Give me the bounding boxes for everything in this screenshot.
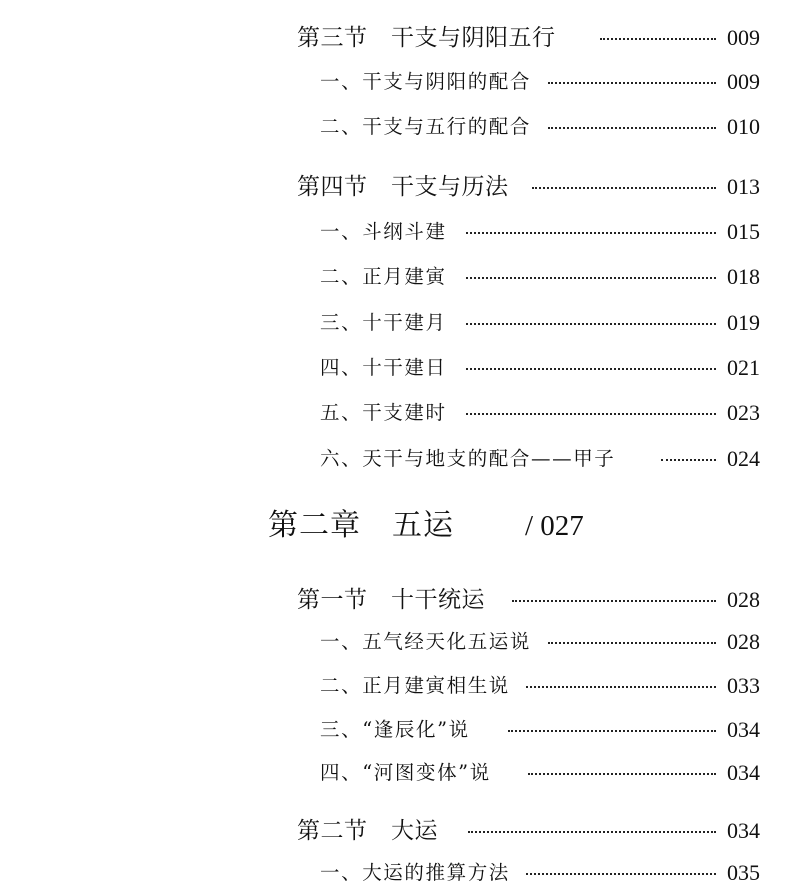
toc-subentry[interactable] — [0, 352, 790, 384]
toc-page-number: 023 — [727, 400, 760, 425]
toc-page-number: 033 — [727, 673, 760, 698]
toc-page-number: 021 — [727, 355, 760, 380]
leader-dots — [548, 66, 716, 84]
chapter-page-number: / 027 — [525, 510, 584, 542]
toc-subentry[interactable] — [0, 261, 790, 293]
leader-dots — [466, 307, 716, 325]
leader-dots — [512, 584, 716, 602]
toc-entry-title: 三、“逢辰化”说 — [320, 718, 470, 741]
toc-page-number: 010 — [727, 114, 760, 139]
leader-dots — [468, 815, 716, 833]
toc-subentry[interactable] — [0, 111, 790, 143]
toc-section-3[interactable] — [0, 22, 790, 54]
leader-dots — [466, 261, 716, 279]
toc-subentry[interactable] — [0, 443, 790, 475]
toc-page-number: 034 — [727, 818, 760, 843]
toc-page-number: 028 — [727, 587, 760, 612]
toc-subentry[interactable] — [0, 216, 790, 248]
toc-entry-title: 六、天干与地支的配合——甲子 — [320, 447, 616, 470]
toc-page-number: 018 — [727, 264, 760, 289]
toc-entry-title: 三、十干建月 — [320, 311, 447, 334]
toc-entry-title: 第三节 干支与阴阳五行 — [297, 25, 556, 51]
toc-page-number: 034 — [727, 760, 760, 785]
toc-entry-title: 一、干支与阴阳的配合 — [320, 70, 532, 93]
toc-entry-title: 四、十干建日 — [320, 356, 447, 379]
leader-dots — [661, 443, 716, 461]
toc-entry-title: 五、干支建时 — [320, 401, 447, 424]
toc-subentry[interactable] — [0, 397, 790, 429]
toc-page-number: 028 — [727, 629, 760, 654]
leader-dots — [548, 111, 716, 129]
leader-dots — [508, 714, 716, 732]
toc-page-number: 009 — [727, 25, 760, 50]
toc-page-number: 009 — [727, 69, 760, 94]
leader-dots — [526, 857, 716, 875]
toc-subentry[interactable] — [0, 66, 790, 98]
toc-entry-title: 第一节 十干统运 — [297, 587, 485, 613]
leader-dots — [466, 352, 716, 370]
toc-subentry[interactable] — [0, 626, 790, 658]
leader-dots — [466, 397, 716, 415]
toc-subentry[interactable] — [0, 757, 790, 789]
toc-subentry[interactable] — [0, 857, 790, 889]
toc-subentry[interactable] — [0, 670, 790, 702]
toc-page-number: 013 — [727, 174, 760, 199]
toc-entry-title: 一、大运的推算方法 — [320, 861, 510, 884]
leader-dots — [532, 171, 716, 189]
toc-entry-title: 第二节 大运 — [297, 818, 438, 844]
toc-page-number: 019 — [727, 310, 760, 335]
leader-dots — [526, 670, 716, 688]
leader-dots — [600, 22, 716, 40]
toc-entry-title: 二、正月建寅 — [320, 265, 447, 288]
toc-subentry[interactable] — [0, 714, 790, 746]
toc-entry-title: 二、正月建寅相生说 — [320, 674, 510, 697]
toc-entry-title: 一、斗纲斗建 — [320, 220, 447, 243]
toc-entry-title: 第四节 干支与历法 — [297, 174, 509, 200]
toc-section-4[interactable] — [0, 171, 790, 203]
leader-dots — [548, 626, 716, 644]
toc-page-number: 015 — [727, 219, 760, 244]
chapter-title: 第二章 五运 — [268, 508, 454, 543]
leader-dots — [528, 757, 716, 775]
toc-page-number: 024 — [727, 446, 760, 471]
toc-entry-title: 一、五气经天化五运说 — [320, 630, 532, 653]
toc-section-ch2-1[interactable] — [0, 584, 790, 616]
toc-page-number: 034 — [727, 717, 760, 742]
toc-page-number: 035 — [727, 860, 760, 885]
toc-entry-title: 四、“河图变体”说 — [320, 761, 491, 784]
toc-section-ch2-2[interactable] — [0, 815, 790, 847]
toc-entry-title: 二、干支与五行的配合 — [320, 115, 532, 138]
toc-subentry[interactable] — [0, 307, 790, 339]
leader-dots — [466, 216, 716, 234]
